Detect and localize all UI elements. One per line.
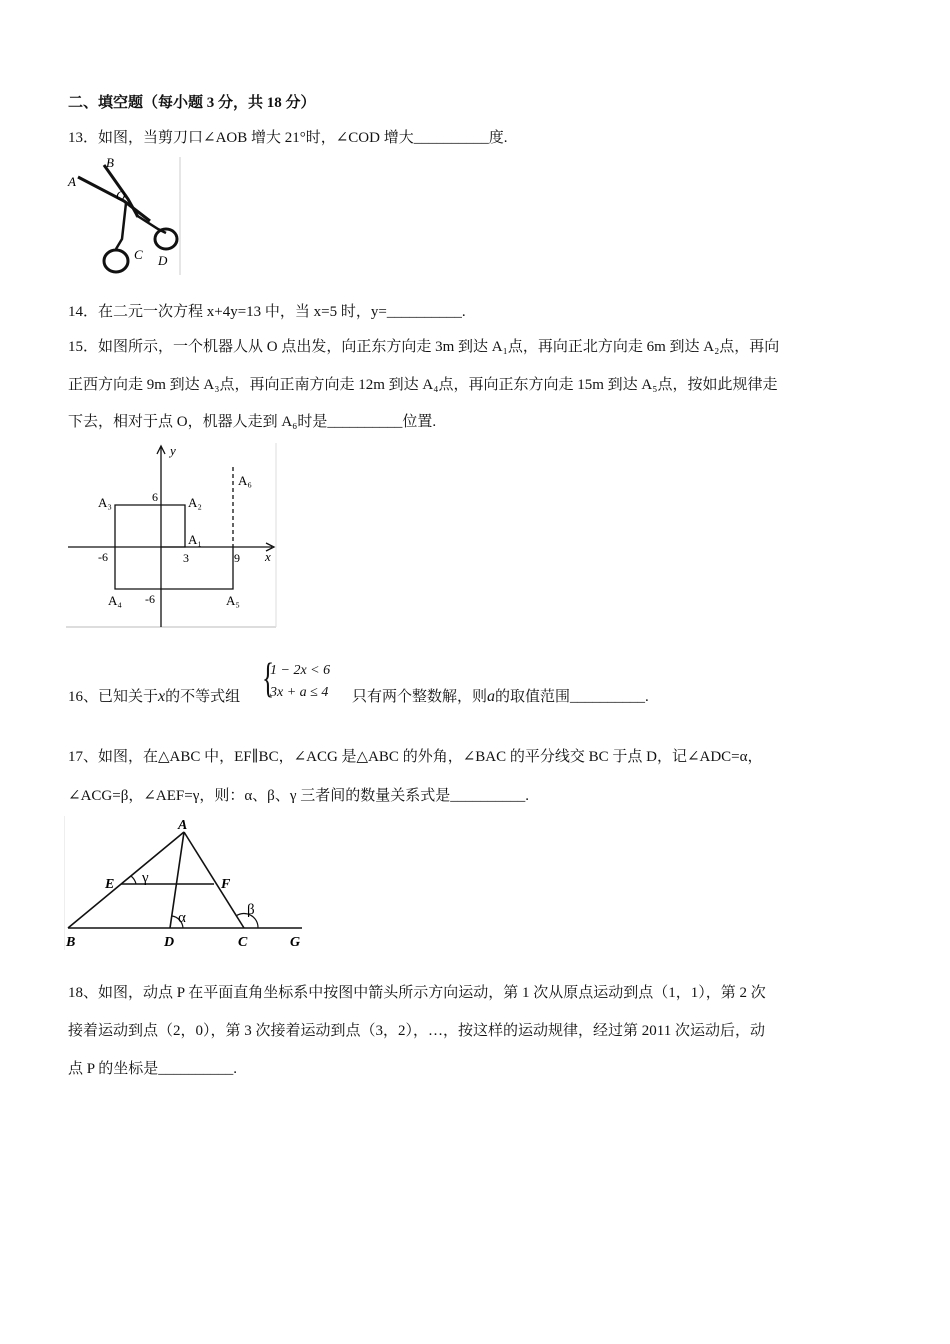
y-label: y bbox=[170, 443, 176, 458]
label-b: B bbox=[106, 155, 114, 170]
question-17-line-1: 17、如图，在△ABC 中，EF∥BC，∠ACG 是△ABC 的外角，∠BAC 的平分线交 BC 于点 D，记∠ADC=α， bbox=[68, 749, 763, 765]
side-ab bbox=[68, 832, 184, 928]
question-16-prefix: 16、已知关于x的不等式组 bbox=[68, 688, 241, 705]
label-d: D bbox=[164, 935, 175, 950]
inequality-2: 3x + a ≤ 4 bbox=[270, 685, 329, 700]
label-a4: A₄ bbox=[108, 593, 122, 608]
blade-oa bbox=[78, 177, 150, 221]
handle-c-ring bbox=[104, 250, 128, 272]
tick-neg6-x: -6 bbox=[98, 550, 108, 564]
x-label: x bbox=[265, 549, 271, 564]
question-15-line-1: 15．如图所示，一个机器人从 O 点出发，向正东方向走 3m 到达 A₁点，再向正北方向走 6m 到达 A₂点，再向 bbox=[68, 339, 780, 355]
label-beta: β bbox=[247, 902, 255, 918]
label-f: F bbox=[221, 877, 231, 892]
label-c: C bbox=[238, 935, 248, 950]
section-title: 二、填空题（每小题 3 分，共 18 分） bbox=[68, 95, 316, 111]
label-a2: A₂ bbox=[188, 495, 202, 510]
inequality-1: 1 − 2x < 6 bbox=[270, 663, 331, 678]
question-18-line-3: 点 P 的坐标是__________. bbox=[68, 1061, 238, 1077]
question-15-line-3: 下去，相对于点 O，机器人走到 A₆时是__________位置. bbox=[68, 414, 437, 430]
arc-gamma bbox=[131, 876, 136, 884]
label-a6: A₆ bbox=[238, 473, 252, 488]
question-18-line-2: 接着运动到点（2，0），第 3 次接着运动到点（3，2），…，按这样的运动规律，经过第 2011 次运动后，动 bbox=[68, 1023, 765, 1039]
label-d: D bbox=[158, 253, 168, 268]
tick-6: 6 bbox=[152, 490, 158, 504]
label-g: G bbox=[290, 935, 301, 950]
label-a: A bbox=[178, 818, 188, 833]
inequality-brace: { bbox=[262, 656, 275, 702]
label-a: A bbox=[68, 174, 76, 189]
question-15-line-2: 正西方向走 9m 到达 A₃点，再向正南方向走 12m 到达 A₄点，再向正东方向走 15m 到达 A₅点，按如此规律走 bbox=[68, 377, 778, 393]
tick-9: 9 bbox=[234, 551, 240, 565]
question-14-text: 14．在二元一次方程 x+4y=13 中，当 x=5 时，y=__________. bbox=[68, 304, 466, 320]
robot-path-figure bbox=[66, 443, 278, 628]
label-alpha: α bbox=[178, 910, 186, 926]
inequality-system bbox=[270, 660, 330, 704]
tick-3: 3 bbox=[183, 551, 189, 565]
question-16-suffix: 只有两个整数解，则a的取值范围__________. bbox=[352, 688, 649, 705]
label-b: B bbox=[66, 935, 76, 950]
label-a1: A₁ bbox=[188, 532, 202, 547]
label-a3: A₃ bbox=[98, 495, 112, 510]
label-e: E bbox=[105, 877, 115, 892]
question-18-line-1: 18、如图，动点 P 在平面直角坐标系中按图中箭头所示方向运动，第 1 次从原点运动到点（1，1），第 2 次 bbox=[68, 985, 766, 1001]
question-13-text: 13．如图，当剪刀口∠AOB 增大 21°时，∠COD 增大__________度. bbox=[68, 130, 508, 146]
label-c: C bbox=[134, 247, 143, 262]
tick-neg6-y: -6 bbox=[145, 592, 155, 606]
label-o: O bbox=[116, 188, 126, 203]
question-17-line-2: ∠ACG=β，∠AEF=γ，则：α、β、γ 三者间的数量关系式是__________. bbox=[68, 788, 529, 804]
triangle-figure bbox=[64, 814, 310, 954]
side-ac bbox=[184, 832, 244, 928]
label-a5: A₅ bbox=[226, 593, 240, 608]
label-gamma: γ bbox=[142, 870, 149, 886]
scissors-figure bbox=[66, 155, 186, 277]
